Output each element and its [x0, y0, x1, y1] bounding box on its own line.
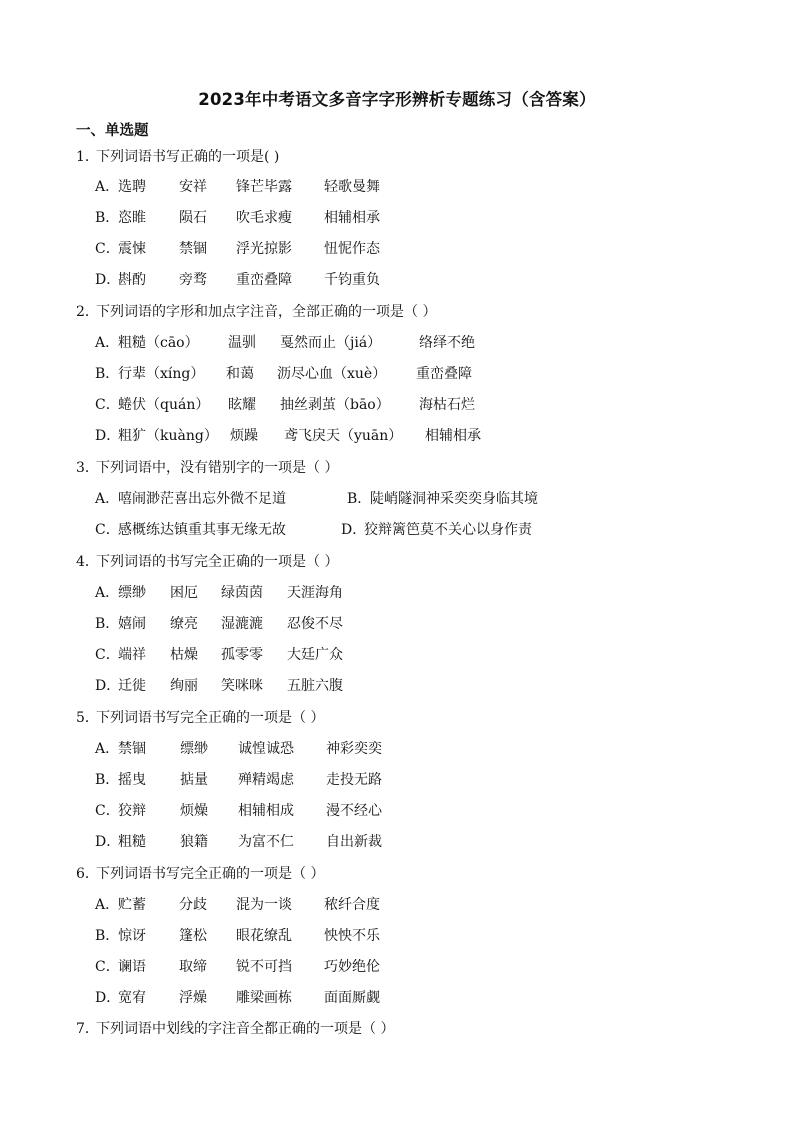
option-word: 粗糙 — [118, 834, 146, 850]
q4-option-d — [95, 675, 343, 695]
option-word: 端祥 — [118, 647, 146, 663]
option-word: 漫不经心 — [326, 803, 382, 819]
question-number: 1． — [76, 149, 99, 165]
option-word: 相辅相承 — [425, 428, 481, 444]
option-letter: C． — [95, 959, 120, 975]
option-word: 狡辩 — [118, 803, 146, 819]
option-word: 缥缈 — [180, 741, 208, 757]
option-word: 震悚 — [118, 241, 146, 257]
option-word: 浮光掠影 — [236, 241, 292, 257]
option-word: 浮燥 — [179, 990, 207, 1006]
question-2 — [76, 301, 766, 321]
question-1 — [76, 146, 766, 166]
section-heading: 一、单选题 — [76, 123, 149, 139]
option-letter: D． — [95, 678, 121, 694]
q1-option-c — [95, 238, 380, 258]
option-word: 嘻闹渺茫喜出忘外微不足道 — [118, 491, 286, 507]
option-word: 戛然而止（jiá） — [280, 335, 382, 351]
q1-option-b — [95, 207, 380, 227]
question-stem: 下列词语中，没有错别字的一项是（ ） — [96, 460, 339, 476]
option-word: 笑咪咪 — [221, 678, 263, 694]
q3-option-c — [95, 519, 286, 539]
question-6 — [76, 863, 766, 883]
option-letter: B． — [95, 928, 120, 944]
option-word: 重峦叠障 — [236, 272, 292, 288]
q5-option-c — [95, 800, 382, 820]
option-word: 宽宥 — [118, 990, 146, 1006]
option-word: 困厄 — [170, 585, 198, 601]
option-word: 孤零零 — [221, 647, 263, 663]
option-word: 绿茵茵 — [221, 585, 263, 601]
option-letter: C． — [95, 397, 120, 413]
q3-option-a — [95, 488, 286, 508]
option-word: 禁锢 — [118, 741, 146, 757]
option-word: 吹毛求瘦 — [236, 210, 292, 226]
option-word: 取缔 — [179, 959, 207, 975]
option-word: 眼花缭乱 — [236, 928, 292, 944]
option-word: 迁徙 — [118, 678, 146, 694]
q2-option-c — [95, 394, 475, 414]
q2-option-b — [95, 363, 472, 383]
option-letter: D． — [341, 522, 367, 538]
question-number: 7． — [76, 1021, 99, 1037]
option-word: 狡辩篱笆莫不关心以身作责 — [364, 522, 532, 538]
option-word: 怏怏不乐 — [324, 928, 380, 944]
option-letter: B． — [95, 616, 120, 632]
option-letter: A． — [95, 335, 120, 351]
q5-option-a — [95, 738, 382, 758]
option-word: 掂量 — [180, 772, 208, 788]
option-word: 沥尽心血（xuè） — [277, 366, 387, 382]
q3-option-b — [347, 488, 538, 508]
option-letter: D． — [95, 428, 121, 444]
option-word: 枯燥 — [170, 647, 198, 663]
question-stem: 下列词语书写正确的一项是( ) — [96, 149, 280, 165]
question-5 — [76, 707, 766, 727]
q2-option-d — [95, 425, 481, 445]
option-word: 缥缈 — [118, 585, 146, 601]
option-letter: B． — [95, 772, 120, 788]
option-word: 络绎不绝 — [419, 335, 475, 351]
option-letter: C． — [95, 647, 120, 663]
option-word: 海枯石烂 — [419, 397, 475, 413]
q3-option-d — [341, 519, 532, 539]
option-letter: A． — [95, 897, 120, 913]
q6-option-a — [95, 894, 380, 914]
question-stem: 下列词语书写完全正确的一项是（ ） — [96, 866, 325, 882]
q1-option-a — [95, 176, 380, 196]
option-word: 缭亮 — [170, 616, 198, 632]
option-word: 旁骛 — [179, 272, 207, 288]
option-word: 陡峭隧洞神采奕奕身临其境 — [370, 491, 538, 507]
option-word: 混为一谈 — [236, 897, 292, 913]
option-word: 和蔼 — [226, 366, 254, 382]
option-word: 嬉闹 — [118, 616, 146, 632]
option-word: 轻歌曼舞 — [324, 179, 380, 195]
question-number: 6． — [76, 866, 99, 882]
question-3 — [76, 457, 766, 477]
option-word: 为富不仁 — [238, 834, 294, 850]
question-number: 2． — [76, 304, 99, 320]
option-letter: B． — [95, 210, 120, 226]
q2-option-a — [95, 332, 475, 352]
option-word: 面面厮觑 — [324, 990, 380, 1006]
option-letter: D． — [95, 990, 121, 1006]
option-letter: A． — [95, 585, 120, 601]
option-word: 天涯海角 — [287, 585, 343, 601]
q5-option-d — [95, 831, 382, 851]
question-number: 5． — [76, 710, 99, 726]
option-word: 鸢飞戾天（yuān） — [284, 428, 403, 444]
option-letter: C． — [95, 522, 120, 538]
option-word: 重峦叠障 — [416, 366, 472, 382]
option-word: 选聘 — [118, 179, 146, 195]
option-word: 雕梁画栋 — [236, 990, 292, 1006]
option-word: 恣睢 — [118, 210, 146, 226]
option-word: 千钧重负 — [324, 272, 380, 288]
option-word: 自出新裁 — [326, 834, 382, 850]
question-stem: 下列词语的字形和加点字注音，全部正确的一项是（ ） — [96, 304, 437, 320]
option-letter: C． — [95, 241, 120, 257]
option-letter: B． — [347, 491, 372, 507]
option-word: 惊讶 — [118, 928, 146, 944]
option-word: 走投无路 — [326, 772, 382, 788]
option-word: 锋芒毕露 — [236, 179, 292, 195]
option-word: 诚惶诚恐 — [238, 741, 294, 757]
q6-option-d — [95, 987, 380, 1007]
question-4 — [76, 551, 766, 571]
option-word: 相辅相成 — [238, 803, 294, 819]
q6-option-b — [95, 925, 380, 945]
q4-option-b — [95, 613, 343, 633]
option-letter: A． — [95, 179, 120, 195]
option-word: 温驯 — [228, 335, 256, 351]
option-word: 秾纤合度 — [324, 897, 380, 913]
option-word: 粗犷（kuàng） — [118, 428, 218, 444]
option-word: 斟酌 — [118, 272, 146, 288]
document-title: 2023年中考语文多音字字形辨析专题练习（含答案） — [198, 90, 596, 109]
q6-option-c — [95, 956, 380, 976]
option-word: 湿漉漉 — [221, 616, 263, 632]
option-word: 大廷广众 — [287, 647, 343, 663]
option-word: 烦躁 — [230, 428, 258, 444]
option-word: 摇曳 — [118, 772, 146, 788]
option-word: 相辅相承 — [324, 210, 380, 226]
option-word: 蜷伏（quán） — [118, 397, 210, 413]
option-word: 殚精竭虑 — [238, 772, 294, 788]
option-letter: D． — [95, 834, 121, 850]
option-word: 锐不可挡 — [236, 959, 292, 975]
option-word: 神彩奕奕 — [326, 741, 382, 757]
option-word: 五脏六腹 — [287, 678, 343, 694]
option-word: 抽丝剥茧（bāo） — [280, 397, 390, 413]
option-word: 陨石 — [179, 210, 207, 226]
q4-option-c — [95, 644, 343, 664]
q5-option-b — [95, 769, 382, 789]
option-letter: C． — [95, 803, 120, 819]
option-letter: A． — [95, 491, 120, 507]
option-word: 巧妙绝伦 — [324, 959, 380, 975]
option-word: 贮蓄 — [118, 897, 146, 913]
question-stem: 下列词语书写完全正确的一项是（ ） — [96, 710, 325, 726]
option-word: 篷松 — [179, 928, 207, 944]
option-word: 禁锢 — [179, 241, 207, 257]
q1-option-d — [95, 269, 380, 289]
option-word: 烦燥 — [180, 803, 208, 819]
option-letter: A． — [95, 741, 120, 757]
question-7 — [76, 1018, 766, 1038]
option-word: 忍俊不尽 — [287, 616, 343, 632]
question-stem: 下列词语的书写完全正确的一项是（ ） — [96, 554, 339, 570]
option-word: 忸怩作态 — [324, 241, 380, 257]
option-word: 眩耀 — [228, 397, 256, 413]
option-word: 粗糙（cāo） — [118, 335, 199, 351]
option-letter: D． — [95, 272, 121, 288]
question-number: 3． — [76, 460, 99, 476]
option-word: 感概练达镇重其事无缘无故 — [118, 522, 286, 538]
option-word: 安祥 — [179, 179, 207, 195]
option-letter: B． — [95, 366, 120, 382]
q4-option-a — [95, 582, 343, 602]
question-stem: 下列词语中划线的字注音全都正确的一项是（ ） — [96, 1021, 395, 1037]
option-word: 谰语 — [118, 959, 146, 975]
option-word: 绚丽 — [170, 678, 198, 694]
question-number: 4． — [76, 554, 99, 570]
option-word: 狼籍 — [180, 834, 208, 850]
option-word: 分歧 — [179, 897, 207, 913]
option-word: 行辈（xíng） — [118, 366, 205, 382]
